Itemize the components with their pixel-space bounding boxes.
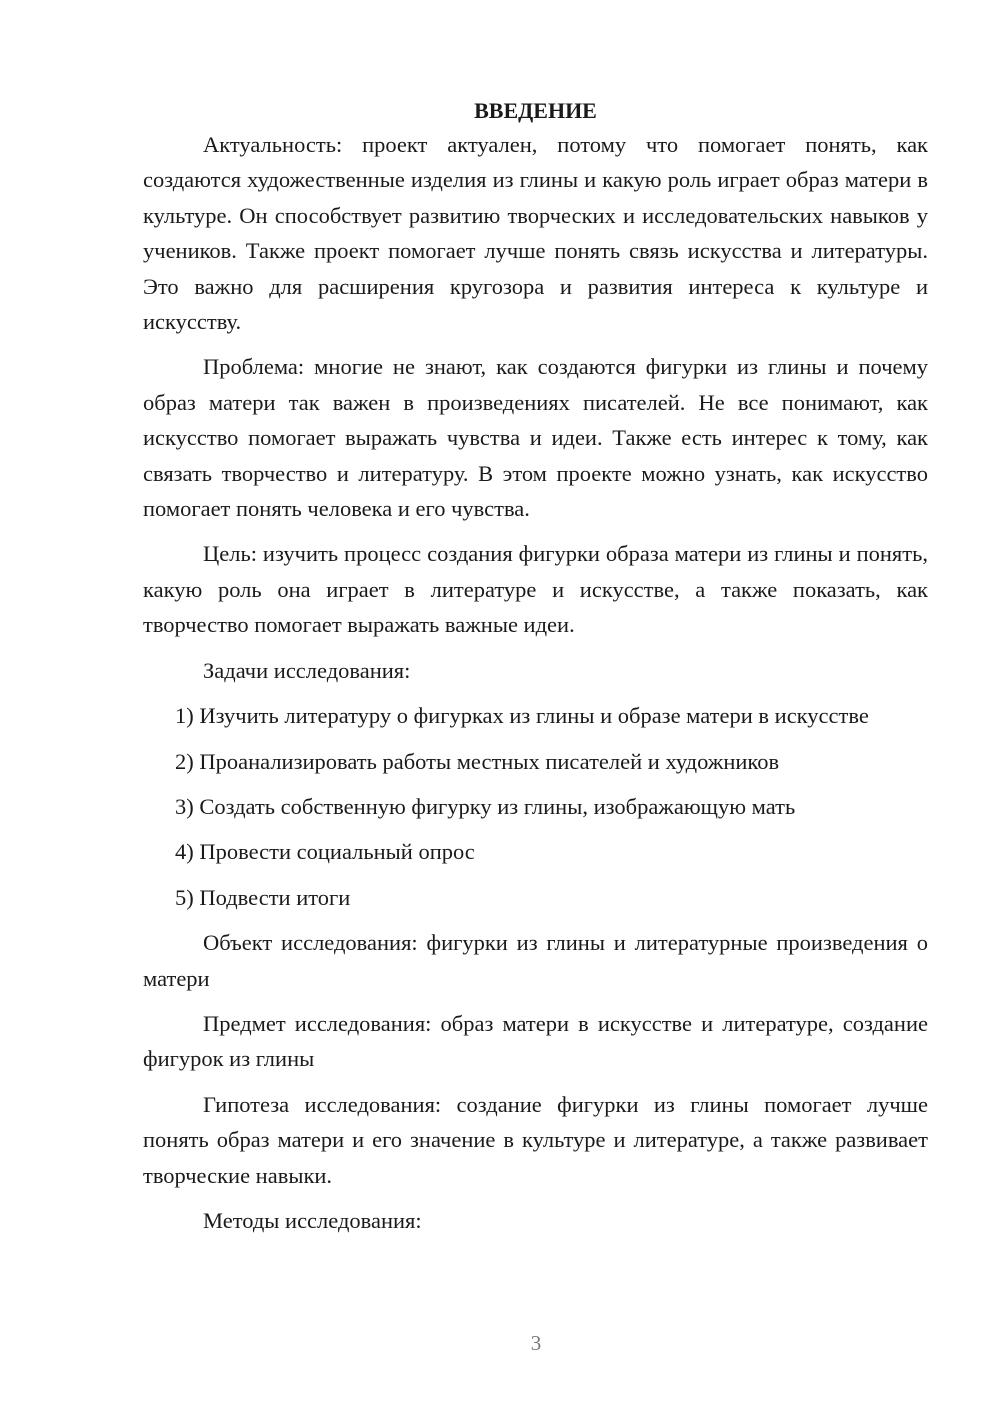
object-paragraph: Объект исследования: фигурки из глины и литературные произведения о матери: [143, 930, 928, 991]
subject-paragraph: Предмет исследования: образ матери в искусстве и литературе, создание фигурок из глины: [143, 1010, 928, 1072]
problem-paragraph: Проблема: многие не знают, как создаются фигурки из глины и почему образ матери так важен в произведениях писателей. Не все понимают, как искусство помогает выражать чувства и идеи. Также есть интерес к тому, как связать творчество и литературу. В этом проекте можно узнать, как искусство помогает понять человека и его чувства.: [143, 354, 928, 522]
tasks-list: [143, 698, 928, 915]
tasks-title: Задачи исследования:: [203, 657, 411, 683]
page-title: ВВЕДЕНИЕ: [474, 98, 597, 123]
hypothesis-paragraph: Гипотеза исследования: создание фигурки из глины помогает лучше понять образ матери и его значение в культуре и литературе, а также развивает творческие навыки.: [143, 1091, 928, 1188]
goal-paragraph: Цель: изучить процесс создания фигурки образа матери из глины и понять, какую роль она играет в литературе и искусстве, а также показать, как творчество помогает выражать важные идеи.: [143, 541, 928, 638]
list-item: 2) Проанализировать работы местных писателей и художников: [175, 748, 780, 774]
page-number: 3: [530, 1331, 542, 1355]
page-content: [143, 96, 928, 1248]
list-item: 5) Подвести итоги: [175, 884, 351, 910]
list-item: 4) Провести социальный опрос: [175, 839, 475, 865]
methods-title: Методы исследования:: [203, 1207, 422, 1233]
list-item: 3) Создать собственную фигурку из глины, изображающую мать: [175, 793, 796, 819]
list-item: 1) Изучить литературу о фигурках из глины и образе матери в искусстве: [175, 703, 869, 729]
relevance-paragraph: Актуальность: проект актуален, потому что помогает понять, как создаются художественные изделия из глины и какую роль играет образ матери в культуре. Он способствует развитию творческих и исследовательских навыков у учеников. Также проект помогает лучше понять связь искусства и литературы. Это важно для расширения кругозора и развития интереса к культуре и искусству.: [143, 132, 928, 335]
